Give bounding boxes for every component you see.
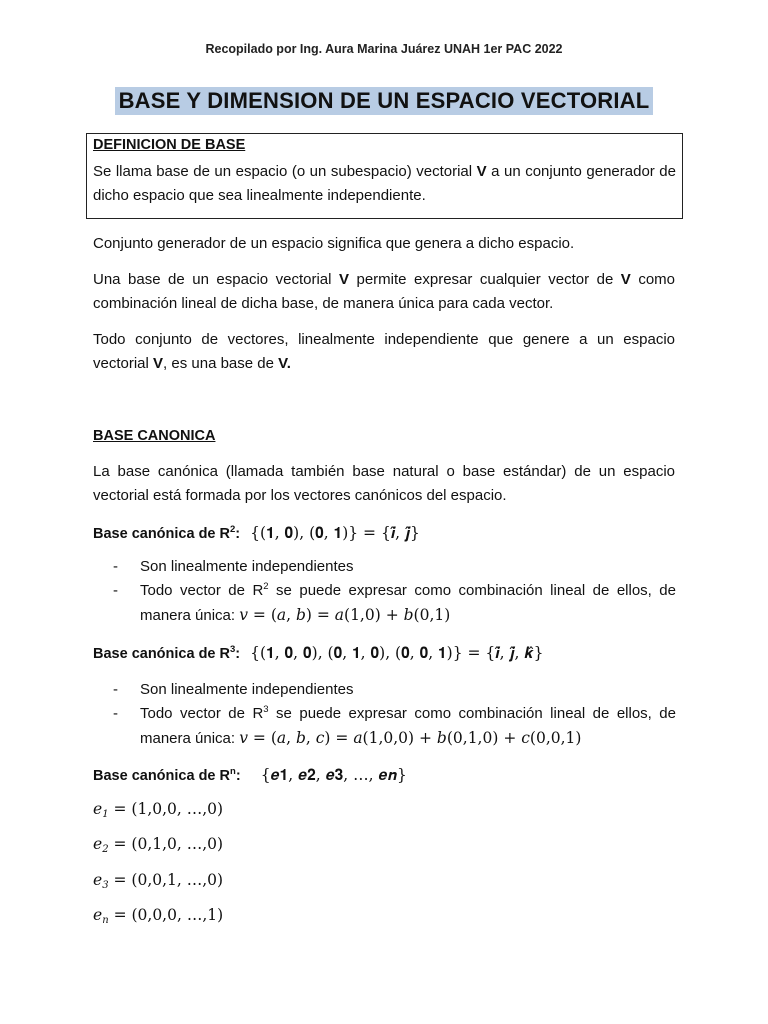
bullet-dash: -	[113, 558, 118, 575]
e1-name: e	[93, 800, 103, 818]
rn-exp: n	[230, 766, 236, 777]
canonica-heading: BASE CANONICA	[93, 428, 216, 444]
definition-heading: DEFINICION DE BASE	[93, 137, 246, 153]
page-title: BASE Y DIMENSION DE UN ESPACIO VECTORIAL	[115, 87, 654, 115]
r3-bullet1: Son linealmente independientes	[140, 681, 354, 698]
en-name: e	[93, 906, 103, 924]
e2-sub: 2	[102, 844, 109, 855]
p3-c: , es una base de	[163, 355, 279, 372]
e2-value: = (0,1,0, …,0)	[108, 835, 224, 853]
r2-bullet2	[140, 579, 676, 628]
r3-line	[93, 641, 675, 666]
en-value: = (0,0,0, …,1)	[108, 906, 224, 924]
e2-name: e	[93, 835, 103, 853]
p2-d: como combinación lineal de dicha base, de manera única para cada vector.	[93, 271, 675, 312]
bullet-dash: -	[113, 681, 118, 698]
e3-sub: 3	[102, 880, 109, 891]
vector-en	[93, 906, 223, 924]
definition-text	[93, 160, 676, 208]
p3-a: Todo conjunto de vectores, linealmente independiente que genere a un espacio vectorial	[93, 331, 675, 372]
rn-label	[93, 768, 241, 784]
rn-line	[93, 763, 675, 788]
r2-bullet1: Son linealmente independientes	[140, 558, 354, 575]
paragraph-todo-conjunto	[93, 328, 675, 376]
paragraph-base-expresion	[93, 268, 675, 316]
e3-name: e	[93, 871, 103, 889]
r2-set: {(𝟏, 𝟎), (𝟎, 𝟏)} = {𝒊̂, 𝒋̂}	[250, 524, 420, 542]
vector-e2	[93, 835, 223, 853]
r2-label-text: Base canónica de R	[93, 526, 230, 542]
p2-b2: V	[620, 271, 631, 288]
r3-set: {(𝟏, 𝟎, 𝟎), (𝟎, 𝟏, 𝟎), (𝟎, 𝟎, 𝟏)} = {𝒊̂, 𝒋̂, 𝒌̂}	[250, 644, 544, 662]
r2-line	[93, 521, 675, 546]
r2-formula: 𝑣 = (𝑎, 𝑏) = 𝑎(1,0) + 𝑏(0,1)	[239, 606, 451, 624]
r3-formula: 𝑣 = (𝑎, 𝑏, 𝑐) = 𝑎(1,0,0) + 𝑏(0,1,0) + 𝑐(0,0,1)	[239, 729, 582, 747]
title-wrapper	[0, 87, 768, 115]
r3-b2-exp: 3	[263, 704, 269, 715]
p2-b1: V	[338, 271, 349, 288]
r3-label	[93, 646, 240, 662]
p3-b2: V.	[278, 355, 291, 372]
definition-text-bold: V	[476, 163, 487, 180]
r2-colon: :	[235, 526, 241, 542]
r3-label-text: Base canónica de R	[93, 646, 230, 662]
r3-colon: :	[235, 646, 241, 662]
r3-b2-b: se puede expresar como combinación lineal de ellos, de manera única:	[140, 705, 676, 747]
canonica-intro: La base canónica (llamada también base natural o base estándar) de un espacio vectorial está formada por los vectores canónicos del espacio.	[93, 463, 675, 504]
r2-exp: 2	[230, 524, 236, 535]
r2-b2-b: se puede expresar como combinación lineal de ellos, de manera única:	[140, 582, 676, 624]
r3-exp: 3	[230, 644, 236, 655]
vector-e1	[93, 800, 223, 818]
r2-b2-exp: 2	[263, 581, 269, 592]
rn-colon: :	[235, 768, 241, 784]
bullet-dash: -	[113, 582, 118, 599]
r3-b2-a: Todo vector de R	[140, 705, 264, 722]
list-item	[113, 702, 676, 751]
e1-value: = (1,0,0, …,0)	[108, 800, 224, 818]
definition-text-b: a un conjunto generador de dicho espacio que sea linealmente independiente.	[93, 163, 676, 204]
r2-label	[93, 526, 240, 542]
p3-b1: V	[153, 355, 164, 372]
r3-bullet2	[140, 702, 676, 751]
bullet-dash: -	[113, 705, 118, 722]
rn-label-text: Base canónica de R	[93, 768, 230, 784]
page-header: Recopilado por Ing. Aura Marina Juárez UNAH 1er PAC 2022	[205, 42, 563, 56]
list-item	[113, 555, 676, 579]
r2-b2-a: Todo vector de R	[140, 582, 264, 599]
e1-sub: 1	[102, 809, 109, 820]
definition-text-a: Se llama base de un espacio (o un subespacio) vectorial	[93, 163, 477, 180]
en-sub: n	[102, 915, 109, 926]
list-item	[113, 678, 676, 702]
vector-e3	[93, 871, 223, 889]
list-item	[113, 579, 676, 628]
definition-box	[86, 133, 683, 219]
paragraph-generador: Conjunto generador de un espacio significa que genera a dicho espacio.	[93, 235, 575, 252]
r2-bullets	[113, 555, 676, 628]
p2-a: Una base de un espacio vectorial	[93, 271, 339, 288]
p2-c: permite expresar cualquier vector de	[349, 271, 621, 288]
e3-value: = (0,0,1, …,0)	[108, 871, 224, 889]
r3-bullets	[113, 678, 676, 751]
rn-set: {𝒆𝟏, 𝒆𝟐, 𝒆𝟑, …, 𝒆𝒏}	[260, 766, 407, 784]
